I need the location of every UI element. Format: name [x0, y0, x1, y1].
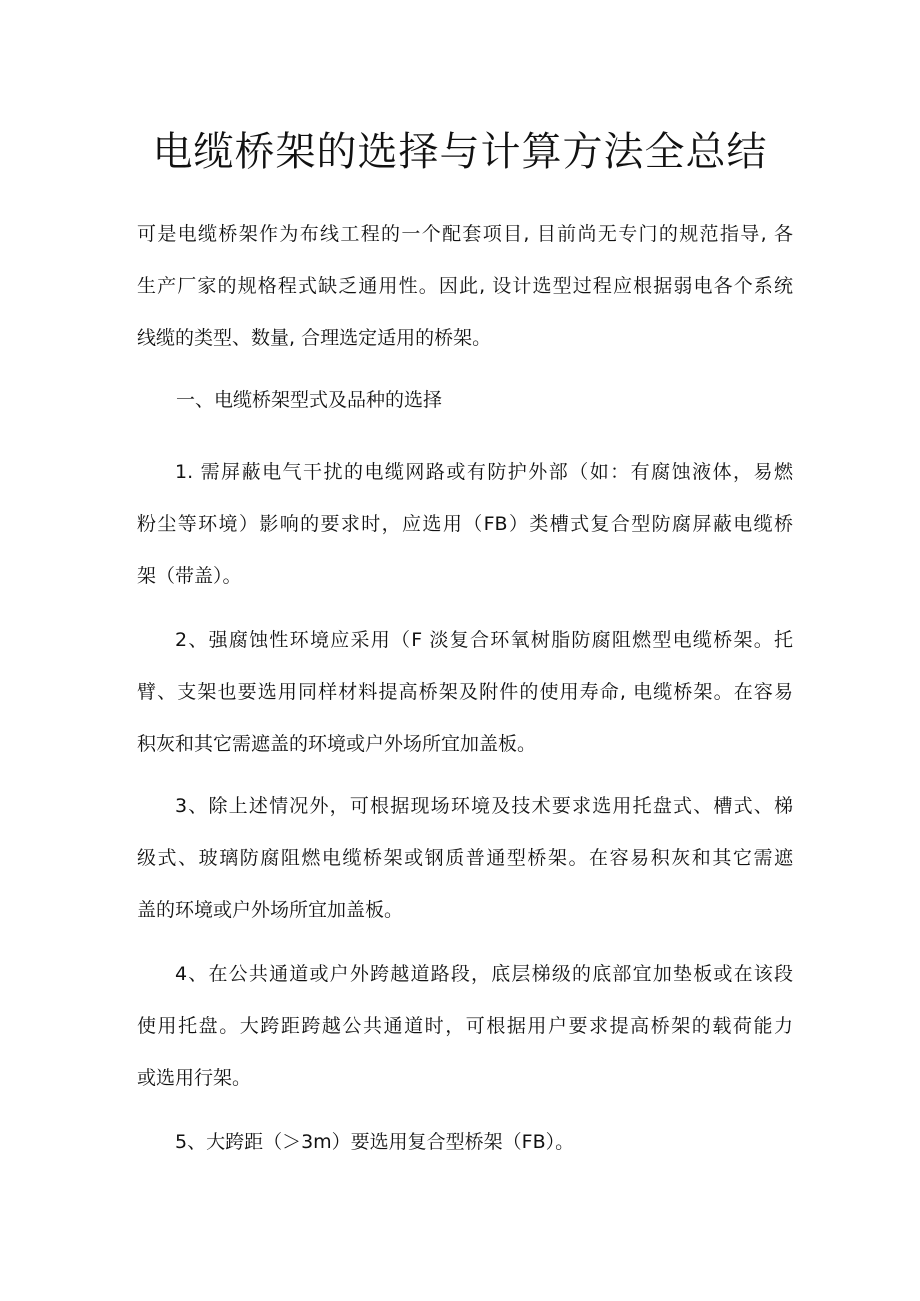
section-heading: 一、电缆桥架型式及品种的选择: [176, 389, 443, 411]
paragraph-line: 3、除上述情况外，可根据现场环境及技术要求选用托盘式、槽式、梯: [175, 795, 793, 817]
paragraph-line: 线缆的类型、数量, 合理选定适用的桥架。: [137, 327, 492, 349]
list-item-4: [137, 948, 793, 1104]
paragraph-line: 生产厂家的规格程式缺乏通用性。因此, 设计选型过程应根据弱电各个系统: [137, 275, 793, 297]
paragraph-line: 可是电缆桥架作为布线工程的一个配套项目, 目前尚无专门的规范指导, 各: [137, 223, 793, 245]
list-item-3: [137, 780, 793, 936]
paragraph-line: 4、在公共通道或户外跨越道路段，底层梯级的底部宜加垫板或在该段: [175, 963, 793, 985]
list-item-1: [137, 446, 793, 602]
paragraph-line: 积灰和其它需遮盖的环境或户外场所宜加盖板。: [137, 733, 537, 755]
paragraph-line: 臂、支架也要选用同样材料提高桥架及附件的使用寿命, 电缆桥架。在容易: [137, 681, 793, 703]
paragraph-line: 级式、玻璃防腐阻燃电缆桥架或钢质普通型桥架。在容易积灰和其它需遮: [137, 847, 793, 869]
paragraph-line: 盖的环境或户外场所宜加盖板。: [137, 899, 404, 921]
paragraph-line: 2、强腐蚀性环境应采用（F 淡复合环氧树脂防腐阻燃型电缆桥架。托: [175, 629, 793, 651]
paragraph-line: 5、大跨距（＞3m）要选用复合型桥架（FB）。: [175, 1131, 575, 1153]
list-item-5: [137, 1116, 793, 1168]
paragraph-line: 粉尘等环境）影响的要求时，应选用（FB）类槽式复合型防腐屏蔽电缆桥: [137, 513, 793, 535]
paragraph-line: 使用托盘。大跨距跨越公共通道时，可根据用户要求提高桥架的载荷能力: [137, 1015, 793, 1037]
paragraph-line: 或选用行架。: [137, 1067, 252, 1089]
paragraph-line: 1. 需屏蔽电气干扰的电缆网路或有防护外部（如：有腐蚀液体，易燃: [175, 461, 793, 483]
list-item-2: [137, 614, 793, 770]
paragraph-line: 架（带盖）。: [137, 565, 242, 587]
page-title: 电缆桥架的选择与计算方法全总结: [152, 129, 768, 175]
intro-paragraph: [137, 208, 793, 364]
